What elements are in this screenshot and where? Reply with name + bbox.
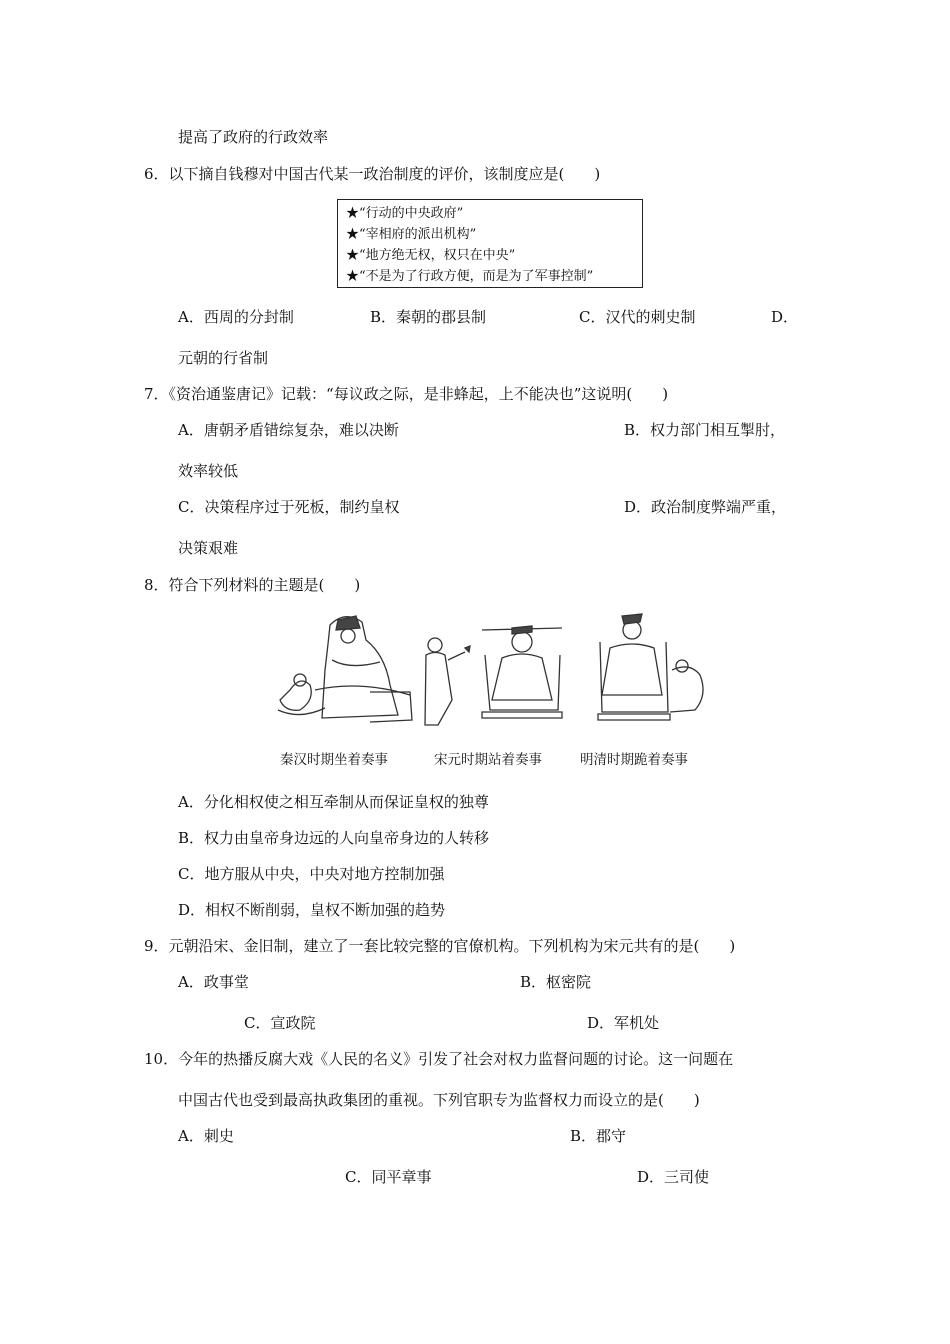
q9-option-a[interactable]: A．政事堂 — [178, 973, 249, 991]
q6-quote-4: ★“不是为了行政方便，而是为了军事控制” — [346, 269, 594, 284]
q8-caption-ming-qing: 明清时期跪着奏事 — [580, 752, 688, 768]
q6-option-d[interactable]: D． — [771, 308, 799, 326]
q6-option-a[interactable]: A．西周的分封制 — [178, 308, 294, 326]
q9-option-d[interactable]: D．军机处 — [587, 1014, 660, 1032]
q10-stem-line-2: 中国古代也受到最高执政集团的重视。下列官职专为监督权力而设立的是( ) — [178, 1091, 700, 1109]
q8-option-d[interactable]: D．相权不断削弱，皇权不断加强的趋势 — [178, 901, 446, 919]
q9-stem: 9．元朝沿宋、金旧制，建立了一套比较完整的官僚机构。下列机构为宋元共有的是( ) — [144, 937, 736, 955]
q6-quote-3: ★“地方绝无权，权只在中央” — [346, 248, 516, 263]
q9-option-b[interactable]: B．枢密院 — [520, 973, 592, 991]
q10-option-c[interactable]: C．同平章事 — [345, 1168, 432, 1186]
q8-illustration-drawing — [270, 600, 710, 745]
q8-caption-qin-han: 秦汉时期坐着奏事 — [280, 752, 388, 768]
q9-option-c[interactable]: C．宣政院 — [244, 1014, 316, 1032]
q7-option-d-continued: 决策艰难 — [178, 539, 239, 557]
q10-option-b[interactable]: B．郡守 — [570, 1127, 627, 1145]
q8-caption-song-yuan: 宋元时期站着奏事 — [434, 752, 542, 768]
q8-stem: 8．符合下列材料的主题是( ) — [144, 576, 361, 594]
q6-option-c[interactable]: C．汉代的刺史制 — [579, 308, 696, 326]
q8-option-c[interactable]: C．地方服从中央，中央对地方控制加强 — [178, 865, 445, 883]
q7-stem: 7．《资治通鉴唐记》记载：“每议政之际，是非蜂起，上不能决也”这说明( ) — [144, 385, 669, 403]
q6-option-b[interactable]: B．秦朝的郡县制 — [370, 308, 487, 326]
q7-option-c[interactable]: C．决策程序过于死板，制约皇权 — [178, 498, 400, 516]
q7-option-d[interactable]: D．政治制度弊端严重， — [624, 498, 787, 516]
q10-option-a[interactable]: A．刺史 — [178, 1127, 234, 1145]
q7-option-b[interactable]: B．权力部门相互掣肘， — [624, 421, 786, 439]
q6-quote-2: ★“宰相府的派出机构” — [346, 227, 477, 242]
q6-option-d-continued: 元朝的行省制 — [178, 349, 269, 367]
q7-option-b-continued: 效率较低 — [178, 462, 239, 480]
q6-quote-box — [337, 199, 643, 288]
q8-court-illustration — [270, 600, 710, 775]
carry-over-line: 提高了政府的行政效率 — [178, 128, 329, 146]
q10-option-d[interactable]: D．三司使 — [637, 1168, 710, 1186]
q10-stem-line-1: 10．今年的热播反腐大戏《人民的名义》引发了社会对权力监督问题的讨论。这一问题在 — [144, 1050, 734, 1068]
q7-option-a[interactable]: A．唐朝矛盾错综复杂，难以决断 — [178, 421, 399, 439]
q8-option-b[interactable]: B．权力由皇帝身边远的人向皇帝身边的人转移 — [178, 829, 490, 847]
q8-option-a[interactable]: A．分化相权使之相互牵制从而保证皇权的独尊 — [178, 793, 489, 811]
q6-quote-1: ★“行动的中央政府” — [346, 206, 464, 221]
q6-stem: 6．以下摘自钱穆对中国古代某一政治制度的评价，该制度应是( ) — [144, 165, 601, 183]
